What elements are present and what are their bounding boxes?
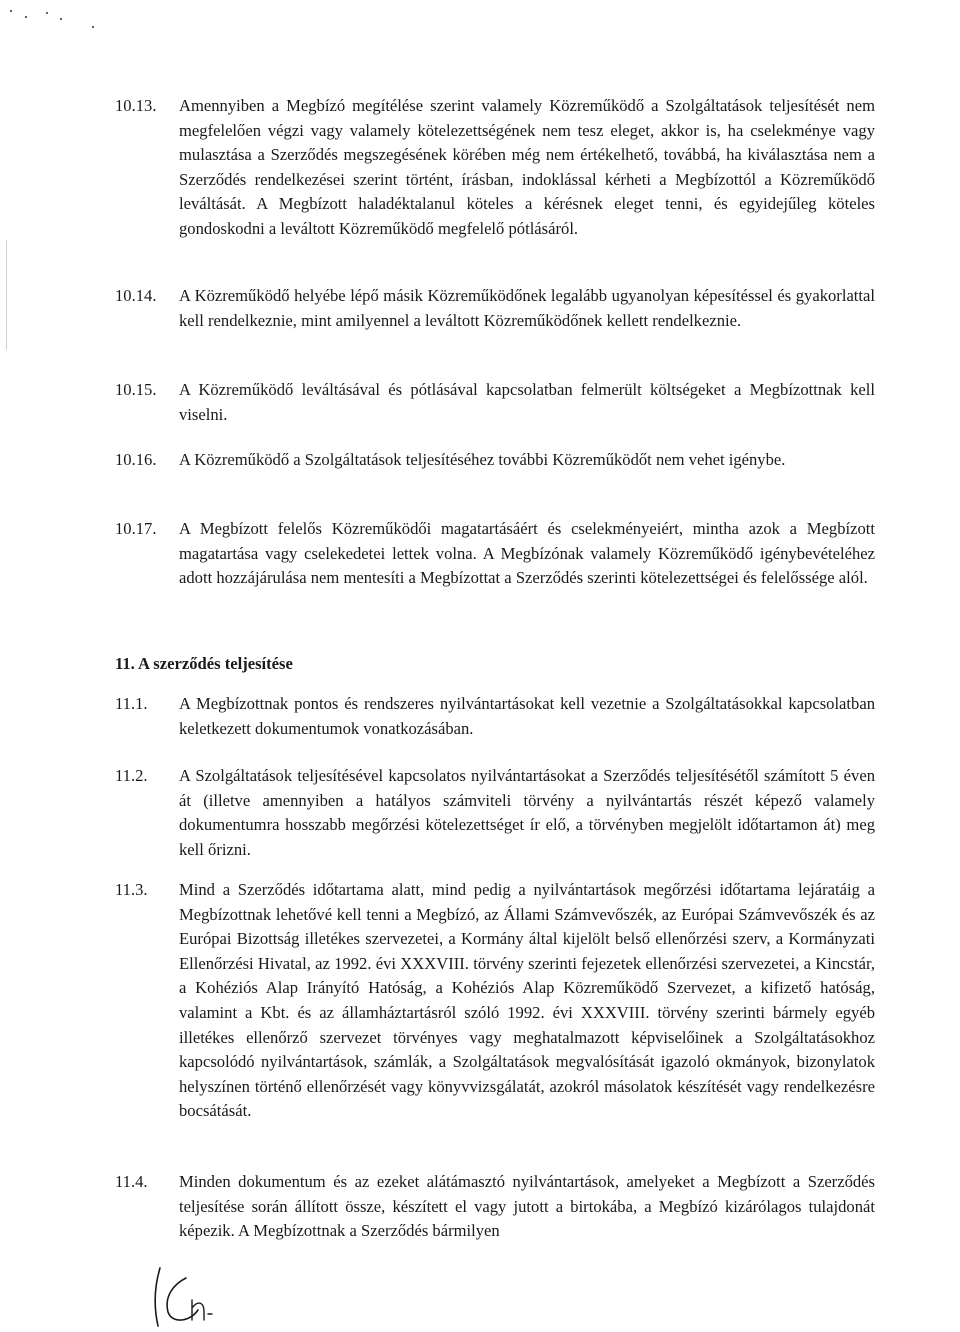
clause-number: 10.13.	[115, 96, 157, 115]
clause-number: 10.17.	[115, 519, 157, 538]
clause-text: Mind a Szerződés időtartama alatt, mind pedig a nyilvántartások megőrzési időtartama lejáratáig a Megbízottnak lehetővé kell tenni a Megbízó, az Állami Számvevőszék, az Európai Számvevőszék és az Európai Bizottság illetékes szervezetei, a Kormány által kijelölt belső ellenőrzési szerv, a Kormányzati Ellenőrzési Hivatal, az 1992. évi XXXVIII. törvény szerinti fejezetek ellenőrzési szervezetei, a Kincstár, a Kohéziós Alap Irányító Hatóság, a Kohéziós Alap Közreműködő Szervezet, a kifizető hatóság, valamint a Kbt. és az államháztartásról szóló 1992. évi XXXVIII. törvény szerinti bármely egyéb illetékes ellenőrző szervezet törvényes vagy meghatalmazott képviselőinek a Szolgáltatásokhoz kapcsolódó nyilvántartások, számlák, a Szolgáltatások megvalósítását igazoló okmányok, bizonylatok helyszínen történő ellenőrzését vagy könyvvizsgálatát, azokról másolatok készítését vagy rendelkezésre bocsátását.	[179, 880, 875, 1121]
clause-text: A Megbízott felelős Közreműködői magatartásáért és cselekményeiért, mintha azok a Megbízott magatartása vagy cselekedetei lettek volna. A Megbízónak valamely Közreműködő igénybevételéhez adott hozzájárulása nem mentesíti a Megbízottat a Szerződés szerinti kötelezettségei és felelőssége alól.	[179, 519, 875, 588]
clause-10-16	[115, 448, 875, 473]
clause-number: 10.14.	[115, 286, 157, 305]
clause-11-4	[115, 1170, 875, 1244]
clause-text: Minden dokumentum és az ezeket alátámasztó nyilvántartások, amelyeket a Megbízott a Szerződés teljesítése során állított össze, készített el vagy jutott a birtokába, a Megbízó kizárólagos tulajdonát képezik. A Megbízottnak a Szerződés bármilyen	[179, 1172, 875, 1241]
clause-10-14	[115, 284, 875, 333]
clause-text: A Közreműködő helyébe lépő másik Közreműködőnek legalább ugyanolyan képesítéssel és gyakorlattal kell rendelkeznie, mint amilyennel a leváltott Közreműködőnek kellett rendelkeznie.	[179, 286, 875, 330]
clause-text: A Közreműködő a Szolgáltatások teljesítéséhez további Közreműködőt nem vehet igénybe.	[179, 450, 786, 469]
clause-11-3	[115, 878, 875, 1124]
clause-number: 11.2.	[115, 766, 148, 785]
clause-10-17	[115, 517, 875, 591]
scan-speck	[10, 10, 12, 12]
clause-number: 10.15.	[115, 380, 157, 399]
scan-speck	[46, 12, 48, 14]
clause-number: 10.16.	[115, 450, 157, 469]
clause-number: 11.4.	[115, 1172, 148, 1191]
scan-margin-line	[6, 240, 7, 350]
clause-number: 11.3.	[115, 880, 148, 899]
clause-11-1	[115, 692, 875, 741]
section-heading: 11. A szerződés teljesítése	[115, 654, 293, 673]
clause-text: A Közreműködő leváltásával és pótlásával kapcsolatban felmerült költségeket a Megbízottnak kell viselni.	[179, 380, 875, 424]
clause-10-13	[115, 94, 875, 242]
scan-speck	[25, 16, 27, 18]
clause-text: A Szolgáltatások teljesítésével kapcsolatos nyilvántartásokat a Szerződés teljesítésétől számított 5 éven át (illetve amennyiben a hatályos számviteli törvény a nyilvántartás részét képező valamely dokumentumra hosszabb megőrzési kötelezettséget ír elő, a törvényben megjelölt időtartamon át) meg kell őrizni.	[179, 766, 875, 859]
clause-11-2	[115, 764, 875, 862]
clause-text: A Megbízottnak pontos és rendszeres nyilvántartásokat kell vezetnie a Szolgáltatásokkal kapcsolatban keletkezett dokumentumok vonatkozásában.	[179, 694, 875, 738]
scan-speck	[60, 18, 62, 20]
handwritten-initials	[146, 1262, 246, 1332]
clause-10-15	[115, 378, 875, 427]
clause-text: Amennyiben a Megbízó megítélése szerint valamely Közreműködő a Szolgáltatások teljesítését nem megfelelően végzi vagy valamely kötelezettségének nem tesz eleget, akkor is, ha cselekménye vagy mulasztása a Szerződés megszegésének körében még nem értékelhető, továbbá, ha kiválasztása nem a Szerződés rendelkezései szerint történt, írásban, indoklással kérheti a Megbízottól a Közreműködő leváltását. A Megbízott haladéktalanul köteles a kérésnek eleget tenni, és egyidejűleg köteles gondoskodni a leváltott Közreműködő megfelelő pótlásáról.	[179, 96, 875, 238]
clause-number: 11.1.	[115, 694, 148, 713]
scan-speck	[92, 26, 94, 28]
